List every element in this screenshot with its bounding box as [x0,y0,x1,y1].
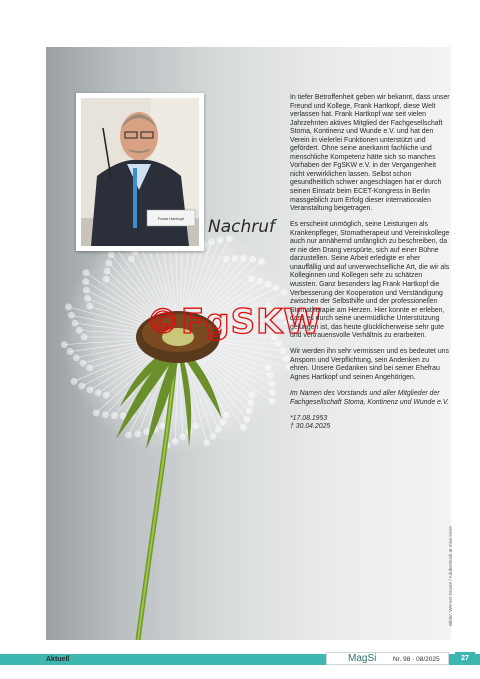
heading: Nachruf [208,217,276,237]
signature: Im Namen des Vorstands und aller Mitglieder der Fachgesellschaft Stoma, Kontinenz und Wunde e.V. [290,390,449,406]
portrait-image [81,98,199,246]
death-date: † 30.04.2025 [290,423,331,431]
article-text [290,94,450,439]
footer-section: Aktuell [46,656,70,663]
footer-issue: Nr. 98 · 08/2025 [393,656,440,663]
paragraph-2: Es erscheint unmöglich, seine Leistungen als Krankenpfleger, Stomatherapeut und Vereinskollege auch nur annähernd umfänglich zu beschreiben, da er nie den Drang verspürte, sich auf einer Bühne darzustellen. Seine Arbeit erledigte er eher unauffällig und auf unverwechselliche Art, die wir als Kolleginnen und Kollegen sehr zu schätzen wussten. Ganz besonders lag Frank Hartkopf die Verbesserung der Kooperation und Verständigung zwischen der Selbsthilfe und der professionellen Stomatherapie am Herzen. Hier konnte er erleben, dass es durch seine unermüdliche Unterstützung gelungen ist, das heute glücklicherweise sehr gute und vertrauensvolle Verhältnis zu erarbeiten. [290,221,450,340]
life-dates [290,415,450,432]
image-credit: Bilder: Werner Droste / AdobeStock at miss irene [448,526,453,626]
portrait-photo [76,93,204,251]
nameplate-text: Frank Hartkopf [157,216,185,221]
watermark: ©FgSKW [146,302,322,342]
page-number: 27 [455,652,475,665]
paragraph-3: Wir werden ihn sehr vermissen und es bedeutet uns Ansporn und Verpflichtung, sein Andenken zu ehren. Unsere Gedanken sind bei seiner Ehefrau Agnes Hartkopf und seinen Angehörigen. [290,348,449,381]
footer-brand: MagSi [348,653,377,664]
paragraph-1: In tiefer Betroffenheit geben wir bekannt, dass unser Freund und Kollege, Frank Hartkopf, diese Welt verlassen hat. Frank Hartkopf war seit vielen Jahrzehnten aktives Mitglied der Fachgesellschaft Stoma, Kontinenz und Wunde e.V. und hat den Verein in vielerlei Funktionen unterstützt und gefördert. Ohne seine anerkannt fachliche und menschliche Kompetenz hätte sich so manches Vorhaben der FgSKW e.V. in der Vergangenheit nicht verwirklichen lassen. Selbst schon gesundheitlich schwer angeschlagen hat er durch seinen Einsatz beim ECET-Kongress in Berlin massgeblich zum Erfolg dieser internationalen Veranstaltung beigetragen. [290,94,450,213]
birth-date: *17.08.1953 [290,414,328,422]
